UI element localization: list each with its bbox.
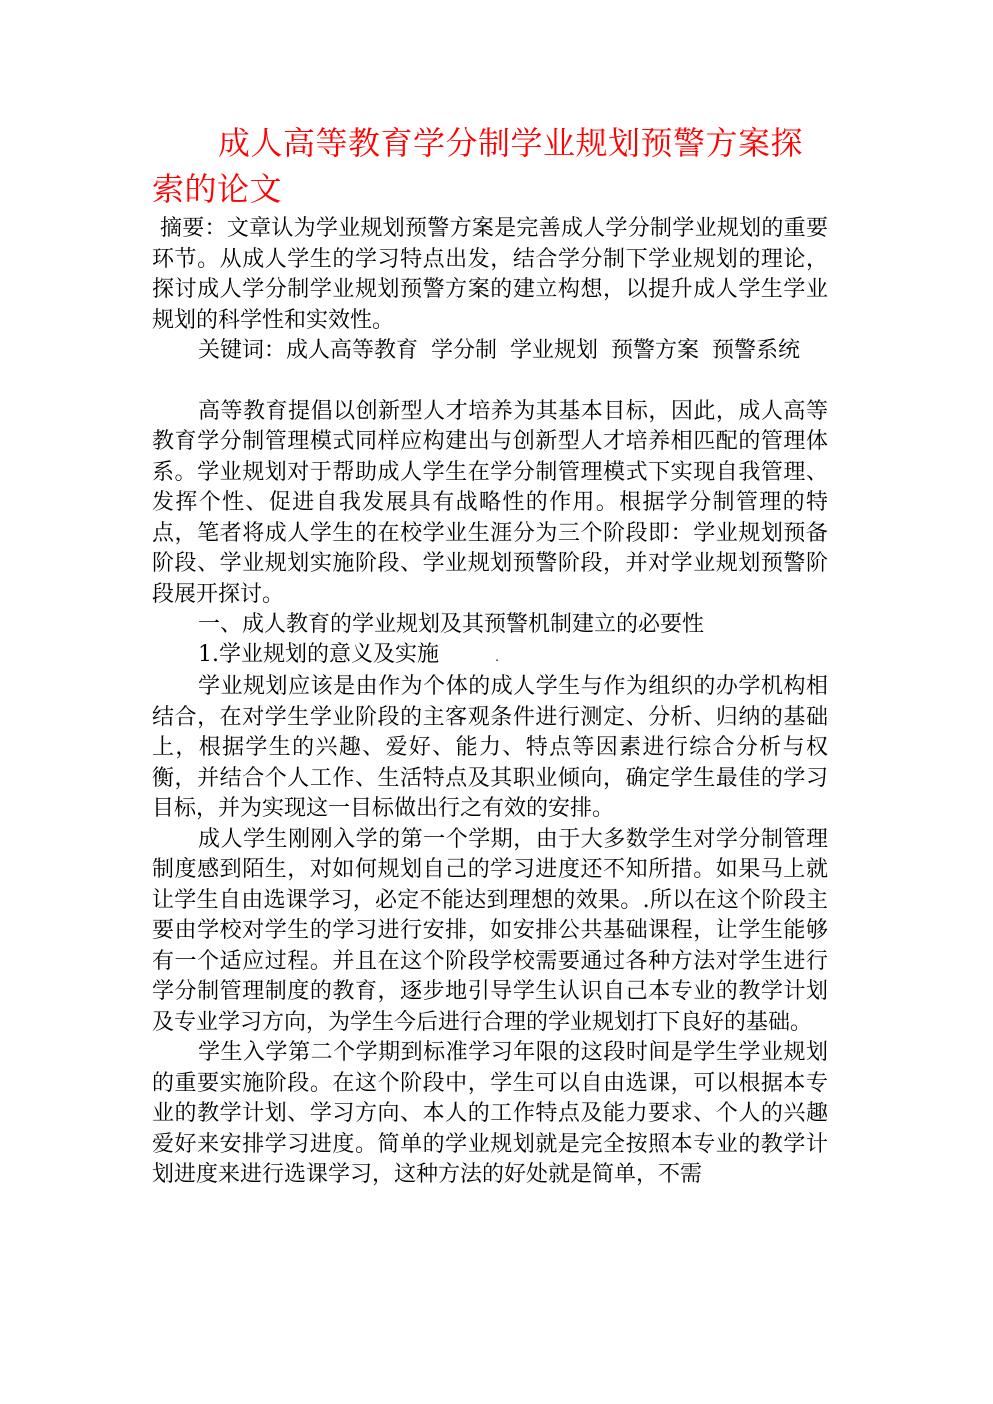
body-paragraph: 成人学生刚刚入学的第一个学期，由于大多数学生对学分制管理制度感到陌生，对如何规划自己的学习进度还不知所措。如果马上就让学生自由选课学习，必定不能达到理想的效果。.所以在这个阶段主要由学校对学生的学习进行安排，如安排公共基础课程，让学生能够有一个适应过程。并且在这个阶段学校需要通过各种方法对学生进行学分制管理制度的教育，逐步地引导学生认识自己本专业的教学计划及专业学习方向，为学生今后进行合理的学业规划打下良好的基础。 <box>152 826 828 1035</box>
abstract-paragraph: 摘要：文章认为学业规划预警方案是完善成人学分制学业规划的重要环节。从成人学生的学习特点出发，结合学分制下学业规划的理论，探讨成人学分制学业规划预警方案的建立构想，以提升成人学生学业规划的科学性和实效性。 <box>152 216 828 333</box>
intro-paragraph: 高等教育提倡以创新型人才培养为其基本目标，因此，成人高等教育学分制管理模式同样应构建出与创新型人才培养相匹配的管理体系。学业规划对于帮助成人学生在学分制管理模式下实现自我管理、发挥个性、促进自我发展具有战略性的作用。根据学分制管理的特点，笔者将成人学生的在校学业生涯分为三个阶段即：学业规划预备阶段、学业规划实施阶段、学业规划预警阶段，并对学业规划预警阶段展开探讨。 <box>152 398 828 607</box>
paper-title: 成人高等教育学分制学业规划预警方案探索的论文 <box>152 124 804 208</box>
subsection-mark: . <box>495 650 499 664</box>
subsection-heading-text: 1.学业规划的意义及实施 <box>198 642 439 667</box>
body-paragraph: 学业规划应该是由作为个体的成人学生与作为组织的办学机构相结合，在对学生学业阶段的主客观条件进行测定、分析、归纳的基础上，根据学生的兴趣、爱好、能力、特点等因素进行综合分析与权衡，并结合个人工作、生活特点及其职业倾向，确定学生最佳的学习目标，并为实现这一目标做出行之有效的安排。 <box>152 674 828 821</box>
document-page <box>152 120 832 1191</box>
keywords-line: 关键词：成人高等教育 学分制 学业规划 预警方案 预警系统 <box>198 338 800 363</box>
section-heading: 一、成人教育的学业规划及其预警机制建立的必要性 <box>198 612 705 637</box>
subsection-heading <box>152 640 832 672</box>
body-paragraph: 学生入学第二个学期到标准学习年限的这段时间是学生学业规划的重要实施阶段。在这个阶段中，学生可以自由选课，可以根据本专业的教学计划、学习方向、本人的工作特点及能力要求、个人的兴趣爱好来安排学习进度。简单的学业规划就是完全按照本专业的教学计划进度来进行选课学习，这种方法的好处就是简单，不需 <box>152 1040 828 1187</box>
